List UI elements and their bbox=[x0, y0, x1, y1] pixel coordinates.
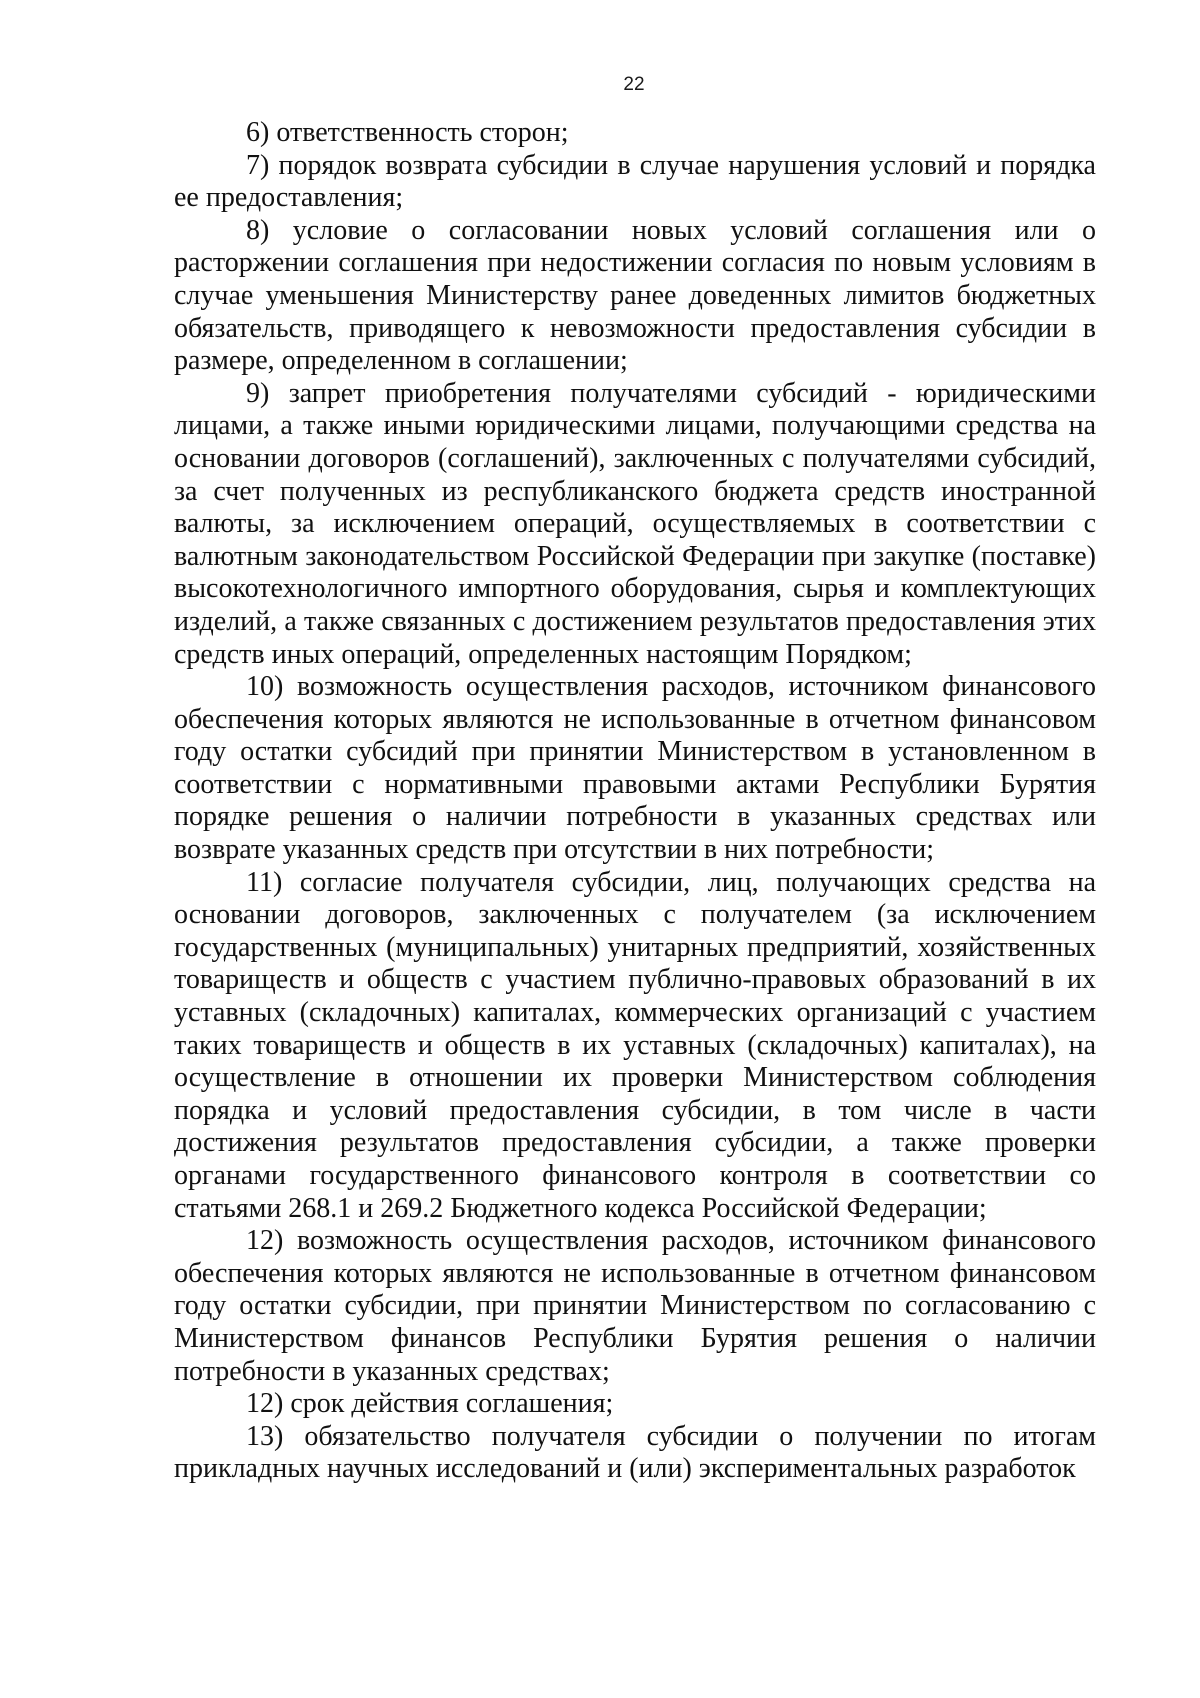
paragraph-item-6: 6) ответственность сторон; bbox=[246, 117, 569, 148]
paragraph-item-12b: 12) срок действия соглашения; bbox=[246, 1388, 614, 1420]
paragraph-item-11: 11) согласие получателя субсидии, лиц, получающих средства на основании договоров, заключенных с получателем (за исключением государственных (муниципальных) унитарных предприятий, хозяйственных товариществ и обществ с участием публично-правовых образований в их уставных (складочных) капиталах, коммерческих организаций с участием таких товариществ и обществ в их уставных (складочных) капиталах), на осуществление в отношении их проверки Министерством соблюдения порядка и условий предоставления субсидии, в том числе в части достижения результатов предоставления субсидии, а также проверки органами государственного финансового контроля в соответствии со статьями 268.1 и 269.2 Бюджетного кодекса Российской Федерации; bbox=[174, 866, 1096, 1224]
paragraph-item-7: 7) порядок возврата субсидии в случае нарушения условий и порядка ее предоставления; bbox=[174, 149, 1096, 214]
paragraph-item-10: 10) возможность осуществления расходов, источником финансового обеспечения которых являются не использованные в отчетном финансовом году остатки субсидий при принятии Министерством в установленном в соответствии с нормативными правовыми актами Республики Бурятия порядке решения о наличии потребности в указанных средствах или возврате указанных средств при отсутствии в них потребности; bbox=[174, 671, 1096, 866]
document-body bbox=[174, 117, 1096, 1486]
paragraph-item-13: 13) обязательство получателя субсидии о получении по итогам прикладных научных исследований и (или) экспериментальных разработок bbox=[174, 1420, 1096, 1485]
page-number: 22 bbox=[623, 74, 645, 95]
paragraph-item-8: 8) условие о согласовании новых условий соглашения или о расторжении соглашения при недостижении согласия по новым условиям в случае уменьшения Министерству ранее доведенных лимитов бюджетных обязательств, приводящего к невозможности предоставления субсидии в размере, определенном в соглашении; bbox=[174, 214, 1096, 377]
paragraph-item-9: 9) запрет приобретения получателями субсидий - юридическими лицами, а также иными юридическими лицами, получающими средства на основании договоров (соглашений), заключенных с получателями субсидий, за счет полученных из республиканского бюджета средств иностранной валюты, за исключением операций, осуществляемых в соответствии с валютным законодательством Российской Федерации при закупке (поставке) высокотехнологичного импортного оборудования, сырья и комплектующих изделий, а также связанных с достижением результатов предоставления этих средств иных операций, определенных настоящим Порядком; bbox=[174, 377, 1096, 670]
paragraph-item-12a: 12) возможность осуществления расходов, источником финансового обеспечения которых являются не использованные в отчетном финансовом году остатки субсидии, при принятии Министерством по согласованию с Министерством финансов Республики Бурятия решения о наличии потребности в указанных средствах; bbox=[174, 1225, 1096, 1387]
